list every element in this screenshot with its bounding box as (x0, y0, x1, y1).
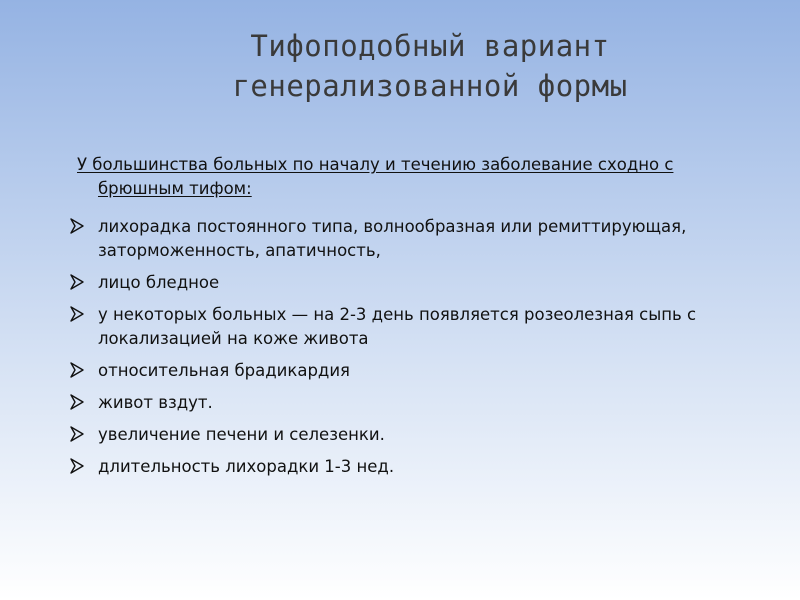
chevron-arrow-icon (70, 306, 84, 322)
list-item-line-1: увеличение печени и селезенки. (98, 425, 385, 444)
list-item (70, 215, 770, 263)
chevron-arrow-icon (70, 458, 84, 474)
chevron-arrow-icon (70, 274, 84, 290)
chevron-arrow-icon (70, 426, 84, 442)
intro-line-1: У большинства больных по началу и течению заболевание сходно с (77, 155, 674, 174)
slide-title-line-1: Тифоподобный вариант (250, 29, 610, 63)
list-item-line-1: относительная брадикардия (98, 361, 350, 380)
slide-title (130, 26, 730, 106)
list-item (70, 423, 770, 447)
chevron-arrow-icon (70, 394, 84, 410)
list-item-line-1: живот вздут. (98, 393, 213, 412)
list-item-line-2: заторможенность, апатичность, (98, 241, 381, 260)
list-item (70, 391, 770, 415)
list-item-line-1: длительность лихорадки 1-3 нед. (98, 457, 395, 476)
chevron-arrow-icon (70, 218, 84, 234)
list-item-line-2: локализацией на коже живота (98, 329, 369, 348)
intro-text (77, 153, 757, 201)
bullet-list (70, 215, 770, 487)
list-item (70, 455, 770, 479)
list-item (70, 359, 770, 383)
list-item-line-1: у некоторых больных — на 2-3 день появляется розеолезная сыпь с (98, 305, 697, 324)
list-item (70, 271, 770, 295)
list-item (70, 303, 770, 351)
intro-line-2: брюшным тифом: (98, 179, 252, 198)
list-item-line-1: лицо бледное (98, 273, 220, 292)
list-item-line-1: лихорадка постоянного типа, волнообразная или ремиттирующая, (98, 217, 687, 236)
slide-title-line-2: генерализованной формы (232, 69, 628, 103)
chevron-arrow-icon (70, 362, 84, 378)
